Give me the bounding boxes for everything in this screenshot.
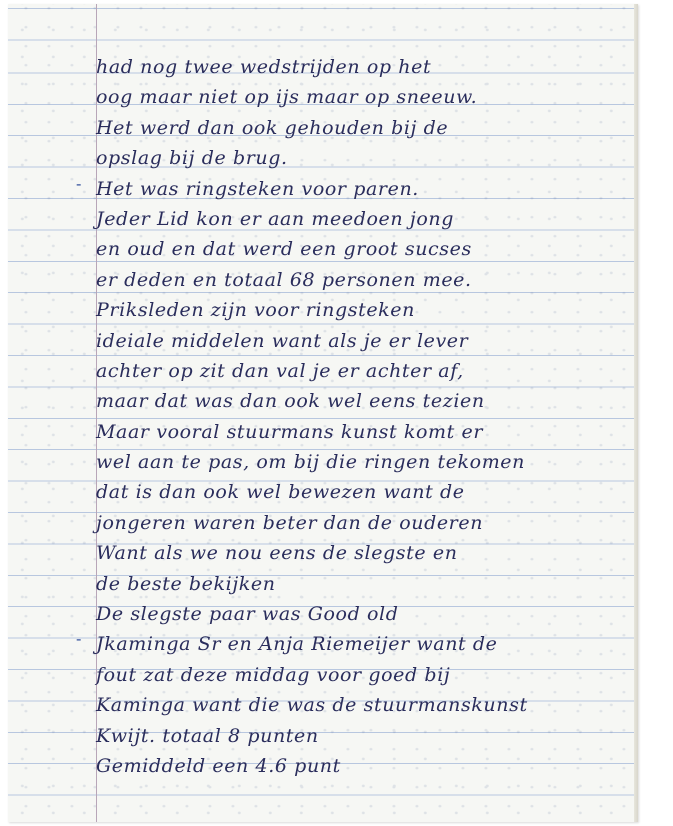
text-line [96,356,636,386]
handwritten-text [76,52,636,781]
line-text: opslag bij de brug. [96,147,288,170]
margin-dash: - [76,173,82,193]
line-text: Gemiddeld een 4.6 punt [96,754,341,777]
text-line [96,660,636,690]
line-text: er deden en totaal 68 personen mee. [96,268,472,291]
line-text: maar dat was dan ook wel eens tezien [96,390,485,413]
margin-dash: - [76,629,82,649]
text-line [96,295,636,325]
line-text: wel aan te pas, om bij die ringen tekomen [96,451,525,474]
line-text: De slegste paar was Good old [96,603,399,626]
text-line [96,599,636,629]
line-text: fout zat deze middag voor goed bij [96,663,451,686]
text-line [96,82,636,112]
line-text: Priksleden zijn voor ringsteken [96,299,415,322]
line-text: de beste bekijken [96,572,276,595]
text-line [96,417,636,447]
line-text: Want als we nou eens de slegste en [96,542,458,565]
text-line [96,234,636,264]
line-text: achter op zit dan val je er achter af, [96,359,464,382]
line-text: had nog twee wedstrijden op het [96,56,432,78]
text-line [76,629,636,659]
text-line [96,508,636,538]
line-text: oog maar niet op ijs maar op sneeuw. [96,86,478,109]
text-line [96,690,636,720]
line-text: Kaminga want die was de stuurmanskunst [96,694,528,717]
text-line [96,569,636,599]
text-line [96,751,636,781]
line-text: Het was ringsteken voor paren. [96,177,419,200]
line-text: Kwijt. totaal 8 punten [96,724,319,747]
line-text: Jkaminga Sr en Anja Riemeijer want de [96,633,498,656]
line-text: Maar vooral stuurmans kunst komt er [96,420,484,443]
text-line [96,52,636,82]
text-line [76,173,636,204]
text-line [96,538,636,568]
line-text: ideiale middelen want als je er lever [96,329,469,352]
text-line [96,143,636,173]
line-text: Jeder Lid kon er aan meedoen jong [96,207,454,230]
text-line [96,113,636,143]
notebook-page [8,4,638,822]
text-line [96,326,636,356]
line-text: Het werd dan ook gehouden bij de [96,116,449,139]
text-line [96,204,636,234]
line-text: dat is dan ook wel bewezen want de [96,481,465,504]
line-text: en oud en dat werd een groot sucses [96,238,472,261]
text-line [96,265,636,295]
text-line [96,447,636,477]
line-text: jongeren waren beter dan de ouderen [96,511,484,534]
text-line [96,721,636,751]
text-line [96,386,636,416]
text-line [96,477,636,507]
